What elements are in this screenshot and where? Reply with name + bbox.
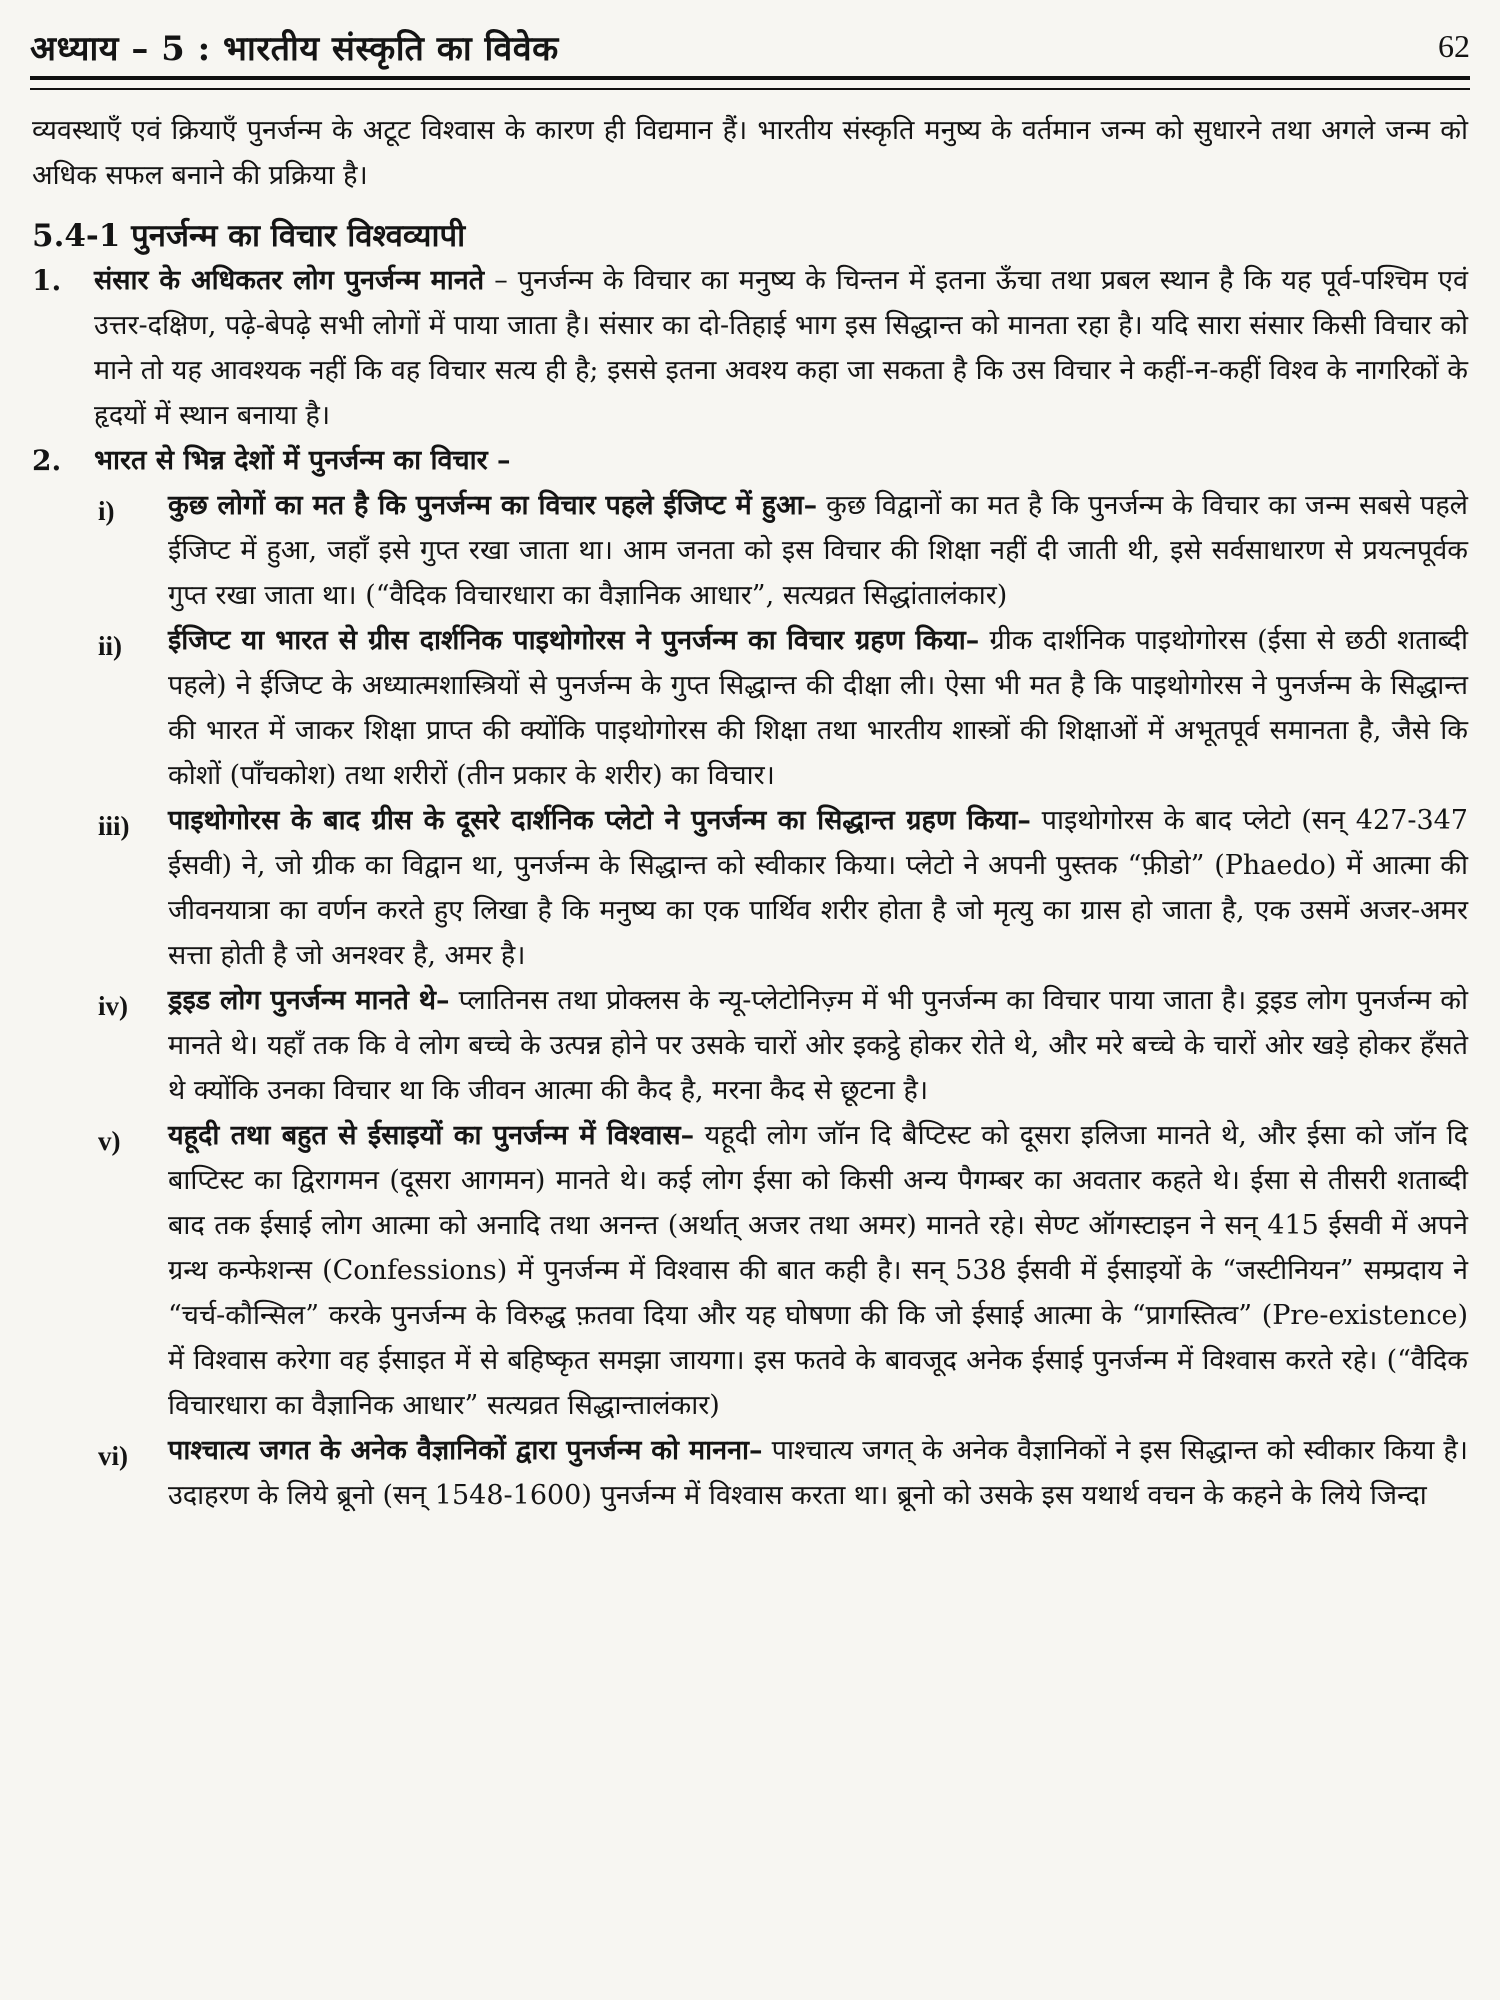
sub-item-label: iv) xyxy=(98,991,128,1021)
sub-item-body: कुछ विद्वानों का मत है कि पुनर्जन्म के विचार का जन्म सबसे पहले ईजिप्ट में हुआ, जहाँ इसे गुप्त रखा जाता था। आम जनता को इस विचार की शिक्षा नहीं दी जाती थी, इसे सर्वसाधारण से प्रयत्नपूर्वक गुप्त रखा जाता था। (“वैदिक विचारधारा का वैज्ञानिक आधार”, सत्यव्रत सिद्धांतालंकार) xyxy=(168,490,1468,611)
sub-item-title: ड्रइड लोग पुनर्जन्म मानते थे– xyxy=(168,985,450,1016)
intro-paragraph: व्यवस्थाएँ एवं क्रियाएँ पुनर्जन्म के अटूट विश्वास के कारण ही विद्यमान हैं। भारतीय संस्कृति मनुष्य के वर्तमान जन्म को सुधारने तथा अगले जन्म को अधिक सफल बनाने की प्रक्रिया है। xyxy=(32,115,1468,191)
header-rule-thick xyxy=(30,76,1470,80)
sub-item-title: पाइथोगोरस के बाद ग्रीस के दूसरे दार्शनिक प्लेटो ने पुनर्जन्म का सिद्धान्त ग्रहण किया– xyxy=(168,805,1031,836)
item-title: भारत से भिन्न देशों में पुनर्जन्म का विचार – xyxy=(94,445,511,476)
sub-item-iii xyxy=(32,798,1468,978)
item-title: संसार के अधिकतर लोग पुनर्जन्म मानते xyxy=(94,265,485,296)
sub-item-i xyxy=(32,483,1468,618)
sub-item-body: पाश्चात्य जगत् के अनेक वैज्ञानिकों ने इस सिद्धान्त को स्वीकार किया है। उदाहरण के लिये ब्रूनो (सन् 1548-1600) पुनर्जन्म में विश्वास करता था। ब्रूनो को उसके इस यथार्थ वचन के कहने के लिये जिन्दा xyxy=(168,1435,1468,1511)
page-header xyxy=(30,14,1470,84)
sub-item-title: यहूदी तथा बहुत से ईसाइयों का पुनर्जन्म में विश्वास– xyxy=(168,1120,695,1151)
sub-item-title: ईजिप्ट या भारत से ग्रीस दार्शनिक पाइथोगोरस ने पुनर्जन्म का विचार ग्रहण किया– xyxy=(168,625,980,656)
numbered-item-1 xyxy=(32,258,1468,438)
item-body: – पुनर्जन्म के विचार का मनुष्य के चिन्तन में इतना ऊँचा तथा प्रबल स्थान है कि यह पूर्व-पश्चिम एवं उत्तर-दक्षिण, पढ़े-बेपढ़े सभी लोगों में पाया जाता है। संसार का दो-तिहाई भाग इस सिद्धान्त को मानता रहा है। यदि सारा संसार किसी विचार को माने तो यह आवश्यक नहीं कि वह विचार सत्य ही है; इससे इतना अवश्य कहा जा सकता है कि उस विचार ने कहीं-न-कहीं विश्व के नागरिकों के हृदयों में स्थान बनाया है। xyxy=(94,265,1468,431)
item-number: 2. xyxy=(32,444,62,477)
sub-item-body: ग्रीक दार्शनिक पाइथोगोरस (ईसा से छठी शताब्दी पहले) ने ईजिप्ट के अध्यात्मशास्त्रियों से पुनर्जन्म के गुप्त सिद्धान्त की दीक्षा ली। ऐसा भी मत है कि पाइथोगोरस ने पुनर्जन्म के सिद्धान्त की भारत में जाकर शिक्षा प्राप्त की क्योंकि पाइथोगोरस की शिक्षा तथा भारतीय शास्त्रों की शिक्षाओं में अभूतपूर्व समानता है, जैसे कि कोशों (पाँचकोश) तथा शरीरों (तीन प्रकार के शरीर) का विचार। xyxy=(168,625,1469,791)
sub-item-body: पाइथोगोरस के बाद प्लेटो (सन् 427-347 ईसवी) ने, जो ग्रीक का विद्वान था, पुनर्जन्म के सिद्धान्त को स्वीकार किया। प्लेटो ने अपनी पुस्तक “फ़ीडो” (Phaedo) में आत्मा की जीवनयात्रा का वर्णन करते हुए लिखा है कि मनुष्य का एक पार्थिव शरीर होता है जो मृत्यु का ग्रास हो जाता है, एक उसमें अजर-अमर सत्ता होती है जो अनश्वर है, अमर है। xyxy=(168,805,1468,971)
sub-item-body: यहूदी लोग जॉन दि बैप्टिस्ट को दूसरा इलिजा मानते थे, और ईसा को जॉन दि बाप्टिस्ट का द्विरागमन (दूसरा आगमन) मानते थे। कई लोग ईसा को किसी अन्य पैगम्बर का अवतार कहते थे। ईसा से तीसरी शताब्दी बाद तक ईसाई लोग आत्मा को अनादि तथा अनन्त (अर्थात् अजर तथा अमर) मानते रहे। सेण्ट ऑगस्टाइन ने सन् 415 ईसवी में अपने ग्रन्थ कन्फेशन्स (Confessions) में पुनर्जन्म में विश्वास की बात कही है। सन् 538 ईसवी में ईसाइयों के “जस्टीनियन” सम्प्रदाय ने “चर्च-कौन्सिल” करके पुनर्जन्म के विरुद्ध फ़तवा दिया और यह घोषणा की कि जो ईसाई आत्मा के “प्रागस्तित्व” (Pre-existence) में विश्वास करेगा वह ईसाइत में से बहिष्कृत समझा जायगा। इस फतवे के बावजूद अनेक ईसाई पुनर्जन्म में विश्वास करते रहे। (“वैदिक विचारधारा का वैज्ञानिक आधार” सत्यव्रत सिद्धान्तालंकार) xyxy=(168,1120,1468,1421)
header-rule-thin xyxy=(30,88,1470,90)
sub-item-iv xyxy=(32,978,1468,1113)
sub-item-label: i) xyxy=(98,496,115,526)
sub-item-label: vi) xyxy=(98,1441,128,1471)
chapter-title: अध्याय – 5 : भारतीय संस्कृति का विवेक xyxy=(30,29,559,69)
sub-item-vi xyxy=(32,1428,1468,1518)
sub-item-v xyxy=(32,1113,1468,1428)
item-number: 1. xyxy=(32,264,62,297)
body-text xyxy=(32,108,1468,1518)
section-heading: 5.4-1 पुनर्जन्म का विचार विश्वव्यापी xyxy=(32,218,466,254)
sub-item-title: कुछ लोगों का मत है कि पुनर्जन्म का विचार पहले ईजिप्ट में हुआ– xyxy=(168,490,818,521)
sub-item-body: प्लातिनस तथा प्रोक्लस के न्यू-प्लेटोनिज़्म में भी पुनर्जन्म का विचार पाया जाता है। ड्रइड लोग पुनर्जन्म को मानते थे। यहाँ तक कि वे लोग बच्चे के उत्पन्न होने पर उसके चारों ओर इकट्ठे होकर रोते थे, और मरे बच्चे के चारों ओर खड़े होकर हँसते थे क्योंकि उनका विचार था कि जीवन आत्मा की कैद है, मरना कैद से छूटना है। xyxy=(168,985,1468,1106)
numbered-item-2 xyxy=(32,438,1468,483)
page-number: 62 xyxy=(1438,28,1470,64)
sub-item-label: iii) xyxy=(98,811,130,841)
sub-item-title: पाश्चात्य जगत के अनेक वैज्ञानिकों द्वारा पुनर्जन्म को मानना– xyxy=(168,1435,763,1466)
sub-item-label: ii) xyxy=(98,631,122,661)
sub-item-label: v) xyxy=(98,1126,121,1156)
sub-item-ii xyxy=(32,618,1468,798)
